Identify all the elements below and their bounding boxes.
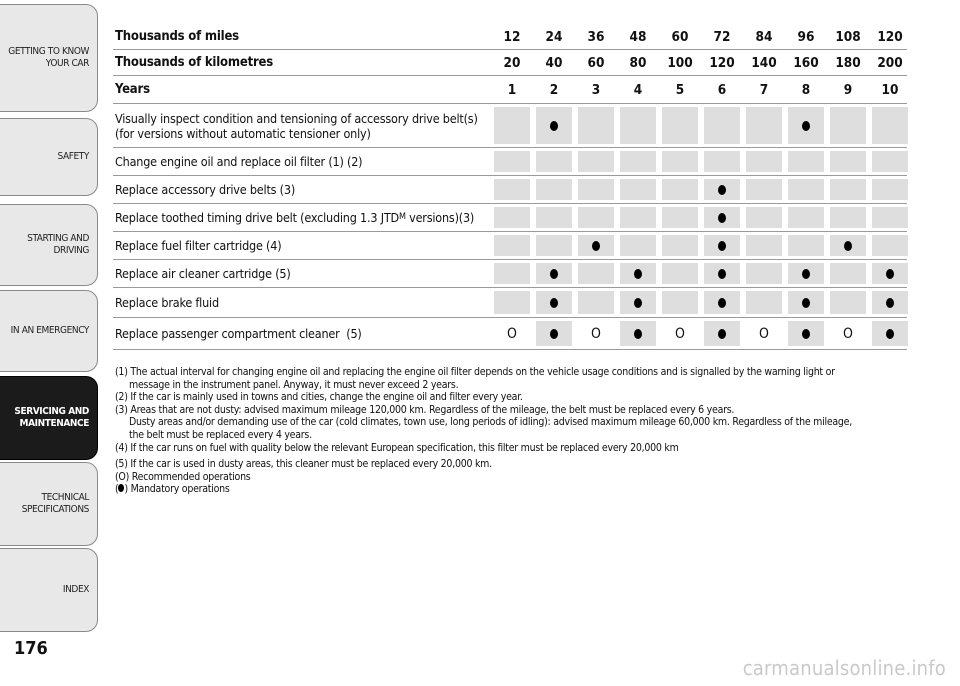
schedule-cell: [746, 321, 782, 346]
row-label-subscript: M: [398, 212, 406, 222]
sidebar-tab-4[interactable]: [0, 376, 98, 460]
header-value: 100: [667, 54, 693, 71]
schedule-cell: [830, 235, 866, 256]
schedule-cell: [788, 263, 824, 284]
schedule-cell: [788, 321, 824, 346]
schedule-cell: [536, 321, 572, 346]
footnote-line: message in the instrument panel. Anyway, it must never exceed 2 years.: [129, 378, 459, 391]
recommended-operation-icon: O: [843, 325, 853, 342]
header-value: 160: [793, 54, 819, 71]
schedule-row: [113, 260, 907, 288]
schedule-cell: [662, 151, 698, 172]
schedule-cell: [578, 235, 614, 256]
schedule-cell: [494, 107, 530, 144]
schedule-row-label: [115, 104, 478, 147]
schedule-cell: [872, 291, 908, 314]
header-value: 4: [633, 81, 643, 98]
schedule-cell: [788, 235, 824, 256]
schedule-cell: [494, 321, 530, 346]
schedule-cell: [620, 151, 656, 172]
schedule-row-label: Replace fuel filter cartridge (4): [115, 238, 282, 253]
schedule-cell: [578, 291, 614, 314]
mandatory-operation-icon: [550, 269, 558, 279]
footnote-line: (3) Areas that are not dusty: advised maximum mileage 120,000 km. Regardless of the mileage, the belt must be replaced every 6 years.: [115, 403, 735, 416]
schedule-cell: [578, 179, 614, 200]
schedule-cell: [788, 207, 824, 228]
schedule-cell: [494, 235, 530, 256]
footnote-line: (2) If the car is mainly used in towns and cities, change the engine oil and filter every year.: [115, 391, 523, 404]
schedule-cell: [788, 179, 824, 200]
schedule-row: [113, 104, 907, 148]
schedule-cell: [704, 207, 740, 228]
header-value: 20: [503, 54, 521, 71]
row-label-line: Visually inspect condition and tensioning of accessory drive belt(s): [115, 110, 478, 126]
schedule-cell: [494, 151, 530, 172]
page-number: 176: [14, 638, 48, 659]
mandatory-operation-icon: [634, 329, 642, 339]
schedule-cell: [620, 107, 656, 144]
schedule-cell: [830, 179, 866, 200]
row-label-line: (for versions without automatic tensioner only): [115, 125, 371, 141]
schedule-cell: [620, 207, 656, 228]
header-value: 40: [545, 54, 563, 71]
header-label: Thousands of miles: [115, 29, 239, 44]
header-value: 180: [835, 54, 861, 71]
schedule-cell: [704, 107, 740, 144]
footnote-line: [115, 483, 905, 496]
header-label: Years: [115, 82, 150, 97]
mandatory-operation-icon: [550, 121, 558, 131]
schedule-cell: [830, 291, 866, 314]
schedule-cell: [662, 235, 698, 256]
schedule-cell: [830, 321, 866, 346]
schedule-cell: [536, 235, 572, 256]
header-value: 36: [587, 28, 605, 45]
schedule-cell: [746, 107, 782, 144]
mandatory-operation-icon: [802, 329, 810, 339]
schedule-cell: [578, 151, 614, 172]
sidebar-navigation: [0, 0, 100, 640]
schedule-row: [113, 176, 907, 204]
schedule-cell: [536, 263, 572, 284]
mandatory-operation-icon: [718, 298, 726, 308]
header-value: 72: [713, 28, 731, 45]
schedule-cell: [872, 151, 908, 172]
schedule-cell: [746, 207, 782, 228]
schedule-cell: [830, 107, 866, 144]
schedule-row-label: Change engine oil and replace oil filter (1) (2): [115, 154, 363, 169]
header-row: [113, 24, 907, 50]
mandatory-operation-icon: [718, 213, 726, 223]
schedule-cell: [704, 291, 740, 314]
schedule-row: [113, 148, 907, 176]
footnote-line: the belt must be replaced every 4 years.: [129, 428, 312, 441]
mandatory-operation-icon: [802, 269, 810, 279]
schedule-cell: [788, 151, 824, 172]
schedule-cell: [494, 263, 530, 284]
header-value: 96: [797, 28, 815, 45]
schedule-row-label: Replace brake fluid: [115, 295, 219, 310]
schedule-cell: [620, 179, 656, 200]
schedule-row-label: Replace passenger compartment cleaner (5): [115, 326, 362, 341]
mandatory-operation-icon: [592, 241, 600, 251]
schedule-cell: [830, 151, 866, 172]
footnote-text: (: [115, 483, 119, 496]
schedule-cell: [494, 179, 530, 200]
header-value: 5: [675, 81, 685, 98]
header-value: 140: [751, 54, 777, 71]
schedule-cell: [872, 207, 908, 228]
header-value: 60: [587, 54, 605, 71]
schedule-cell: [578, 207, 614, 228]
footnotes: [115, 366, 905, 496]
mandatory-operation-icon: [802, 121, 810, 131]
row-label-text: versions)(3): [405, 210, 475, 225]
recommended-operation-icon: O: [507, 325, 517, 342]
schedule-cell: [536, 179, 572, 200]
sidebar-tab-1[interactable]: [0, 118, 98, 196]
header-value: 8: [801, 81, 811, 98]
schedule-cell: [830, 263, 866, 284]
sidebar-tab-label: SAFETY: [57, 151, 89, 162]
schedule-row-label: Replace accessory drive belts (3): [115, 182, 296, 197]
row-label-text: Replace toothed timing drive belt (excluding 1.3 JTD: [115, 210, 399, 225]
sidebar-tab-3[interactable]: [0, 290, 98, 372]
header-label: Thousands of kilometres: [115, 55, 274, 70]
header-value: 1: [507, 81, 517, 98]
header-value: 6: [717, 81, 727, 98]
schedule-cell: [746, 179, 782, 200]
sidebar-tab-label: GETTING TO KNOW YOUR CAR: [8, 46, 89, 69]
header-value: 200: [877, 54, 903, 71]
mandatory-operation-icon: [844, 241, 852, 251]
schedule-row: [113, 204, 907, 232]
schedule-cell: [662, 207, 698, 228]
schedule-cell: [746, 263, 782, 284]
header-value: 84: [755, 28, 773, 45]
schedule-cell: [578, 263, 614, 284]
mandatory-operation-icon: [886, 329, 894, 339]
mandatory-operation-icon: [718, 185, 726, 195]
schedule-cell: [536, 207, 572, 228]
schedule-cell: [872, 321, 908, 346]
schedule-cell: [704, 179, 740, 200]
schedule-cell: [704, 321, 740, 346]
schedule-cell: [536, 151, 572, 172]
sidebar-tab-6[interactable]: [0, 548, 98, 632]
schedule-cell: [788, 107, 824, 144]
footnote-line: Dusty areas and/or demanding use of the car (cold climates, town use, long periods of idling): advised maximum mileage 60,000 km. Regardless of the mileage,: [129, 416, 852, 429]
header-row: [113, 76, 907, 104]
footnote-line: (4) If the car runs on fuel with quality below the relevant European specification, this filter must be replaced every 20,000 km: [115, 441, 679, 454]
recommended-operation-icon: O: [591, 325, 601, 342]
header-value: 7: [759, 81, 769, 98]
sidebar-tab-5[interactable]: [0, 462, 98, 546]
schedule-cell: [494, 207, 530, 228]
sidebar-tab-label: INDEX: [62, 584, 89, 595]
schedule-cell: [536, 291, 572, 314]
header-value: 108: [835, 28, 861, 45]
header-value: 80: [629, 54, 647, 71]
mandatory-operation-icon: [718, 241, 726, 251]
schedule-cell: [494, 291, 530, 314]
schedule-cell: [872, 235, 908, 256]
schedule-cell: [830, 207, 866, 228]
footnote-line: (O) Recommended operations: [115, 470, 251, 483]
mandatory-operation-icon: [886, 269, 894, 279]
schedule-cell: [662, 263, 698, 284]
schedule-cell: [872, 263, 908, 284]
recommended-operation-icon: O: [675, 325, 685, 342]
schedule-cell: [620, 263, 656, 284]
schedule-row: [113, 232, 907, 260]
sidebar-tab-0[interactable]: [0, 4, 98, 112]
recommended-operation-icon: O: [759, 325, 769, 342]
header-value: 24: [545, 28, 563, 45]
header-value: 9: [843, 81, 853, 98]
mandatory-operation-icon: [634, 298, 642, 308]
schedule-cell: [620, 235, 656, 256]
schedule-cell: [704, 151, 740, 172]
schedule-cell: [536, 107, 572, 144]
schedule-cell: [746, 235, 782, 256]
mandatory-operation-icon: [718, 329, 726, 339]
mandatory-operation-icon: [634, 269, 642, 279]
schedule-cell: [578, 321, 614, 346]
mandatory-operation-icon: [718, 269, 726, 279]
sidebar-tab-label: IN AN EMERGENCY: [10, 325, 89, 336]
sidebar-tab-label: STARTING AND DRIVING: [27, 233, 89, 256]
schedule-cell: [662, 107, 698, 144]
header-value: 120: [877, 28, 903, 45]
schedule-cell: [662, 321, 698, 346]
schedule-cell: [746, 151, 782, 172]
mandatory-operation-icon: [550, 329, 558, 339]
header-value: 48: [629, 28, 647, 45]
mandatory-operation-icon: [886, 298, 894, 308]
schedule-cell: [662, 179, 698, 200]
schedule-cell: [746, 291, 782, 314]
footnote-line: (1) The actual interval for changing engine oil and replacing the engine oil filter depends on the vehicle usage conditions and is signalled by the warning light or: [115, 366, 835, 378]
schedule-row-label: [115, 204, 474, 231]
schedule-cell: [788, 291, 824, 314]
header-value: 3: [591, 81, 601, 98]
footnote-text: ) Mandatory operations: [124, 483, 230, 496]
schedule-row: [113, 288, 907, 318]
sidebar-tab-label: TECHNICAL SPECIFICATIONS: [21, 492, 89, 515]
schedule-cell: [578, 107, 614, 144]
footnote-line: (5) If the car is used in dusty areas, this cleaner must be replaced every 20,000 km.: [115, 458, 492, 471]
mandatory-operation-icon: [550, 298, 558, 308]
maintenance-schedule-table: [113, 24, 907, 350]
schedule-cell: [872, 107, 908, 144]
header-row: [113, 50, 907, 76]
sidebar-tab-2[interactable]: [0, 204, 98, 286]
header-value: 60: [671, 28, 689, 45]
schedule-row: [113, 318, 907, 350]
header-value: 10: [881, 81, 899, 98]
schedule-cell: [620, 291, 656, 314]
schedule-cell: [704, 235, 740, 256]
sidebar-tab-label: SERVICING AND MAINTENANCE: [14, 406, 89, 429]
schedule-cell: [662, 291, 698, 314]
schedule-row-label: Replace air cleaner cartridge (5): [115, 266, 291, 281]
header-value: 120: [709, 54, 735, 71]
schedule-cell: [620, 321, 656, 346]
header-value: 12: [503, 28, 521, 45]
schedule-cell: [872, 179, 908, 200]
schedule-cell: [704, 263, 740, 284]
watermark: carmanualsonline.info: [742, 656, 946, 680]
header-value: 2: [549, 81, 559, 98]
mandatory-operation-icon: [802, 298, 810, 308]
